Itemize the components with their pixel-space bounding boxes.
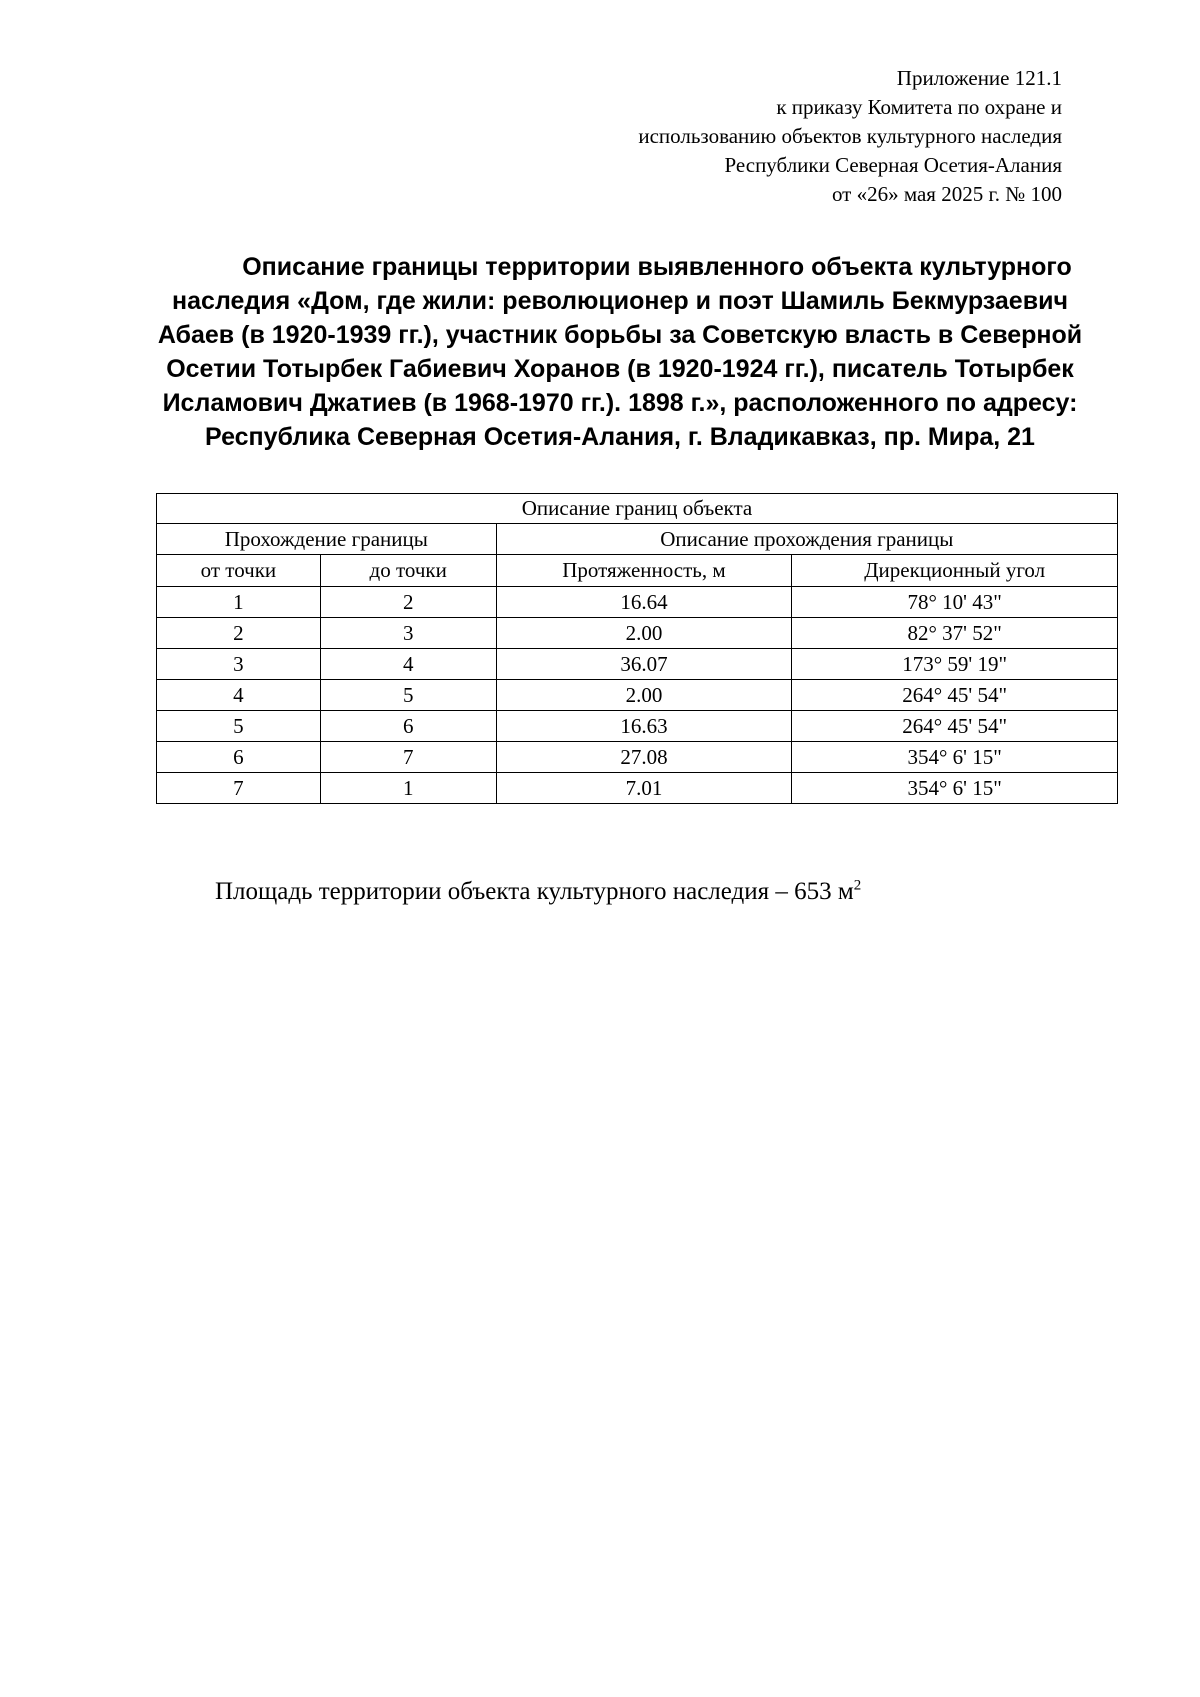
cell-length: 16.64	[496, 587, 792, 618]
cell-angle: 82° 37' 52"	[792, 618, 1118, 649]
cell-from: 5	[157, 711, 321, 742]
table-row	[157, 773, 1118, 804]
table-row	[157, 742, 1118, 773]
header-line: к приказу Комитета по охране и	[776, 95, 1062, 119]
table-caption: Описание границ объекта	[157, 494, 1118, 524]
appendix-header	[422, 64, 1062, 209]
cell-angle: 78° 10' 43"	[792, 587, 1118, 618]
title-line: Исламович Джатиев (в 1968-1970 гг.). 1898 г.», расположенного по адресу:	[162, 389, 1078, 417]
header-from-point: от точки	[157, 555, 321, 587]
cell-length: 2.00	[496, 618, 792, 649]
cell-from: 1	[157, 587, 321, 618]
cell-to: 4	[320, 649, 496, 680]
cell-angle: 264° 45' 54"	[792, 680, 1118, 711]
cell-angle: 173° 59' 19"	[792, 649, 1118, 680]
table-row	[157, 649, 1118, 680]
area-statement	[215, 876, 861, 908]
cell-length: 36.07	[496, 649, 792, 680]
header-passage-group: Прохождение границы	[157, 524, 497, 555]
cell-from: 3	[157, 649, 321, 680]
cell-from: 7	[157, 773, 321, 804]
cell-to: 3	[320, 618, 496, 649]
title-line: Абаев (в 1920-1939 гг.), участник борьбы за Советскую власть в Северной	[157, 321, 1083, 349]
table-row	[157, 618, 1118, 649]
cell-to: 1	[320, 773, 496, 804]
table-row	[157, 587, 1118, 618]
header-to-point: до точки	[320, 555, 496, 587]
title-line: Описание границы территории выявленного объекта культурного	[242, 253, 1072, 281]
cell-angle: 264° 45' 54"	[792, 711, 1118, 742]
title-line: Осетии Тотырбек Габиевич Хоранов (в 1920-1924 гг.), писатель Тотырбек	[166, 355, 1074, 383]
cell-from: 4	[157, 680, 321, 711]
document-title	[150, 250, 1090, 454]
header-line: использованию объектов культурного наследия	[638, 124, 1062, 148]
area-text: Площадь территории объекта культурного наследия – 653 м	[215, 878, 854, 905]
header-line: Республики Северная Осетия-Алания	[724, 153, 1062, 177]
cell-to: 7	[320, 742, 496, 773]
cell-length: 7.01	[496, 773, 792, 804]
header-angle: Дирекционный угол	[792, 555, 1118, 587]
header-length: Протяженность, м	[496, 555, 792, 587]
cell-angle: 354° 6' 15"	[792, 742, 1118, 773]
cell-length: 2.00	[496, 680, 792, 711]
table-row	[157, 711, 1118, 742]
cell-from: 2	[157, 618, 321, 649]
cell-to: 2	[320, 587, 496, 618]
header-line: от «26» мая 2025 г. № 100	[831, 182, 1062, 206]
cell-from: 6	[157, 742, 321, 773]
cell-to: 6	[320, 711, 496, 742]
cell-length: 27.08	[496, 742, 792, 773]
cell-to: 5	[320, 680, 496, 711]
cell-length: 16.63	[496, 711, 792, 742]
area-unit-power: 2	[853, 877, 862, 894]
title-line: наследия «Дом, где жили: революционер и поэт Шамиль Бекмурзаевич	[172, 287, 1068, 315]
cell-angle: 354° 6' 15"	[792, 773, 1118, 804]
table-row	[157, 680, 1118, 711]
boundary-table	[156, 493, 1118, 804]
header-line: Приложение 121.1	[896, 66, 1062, 90]
title-line: Республика Северная Осетия-Алания, г. Владикавказ, пр. Мира, 21	[205, 423, 1035, 451]
header-description-group: Описание прохождения границы	[496, 524, 1117, 555]
